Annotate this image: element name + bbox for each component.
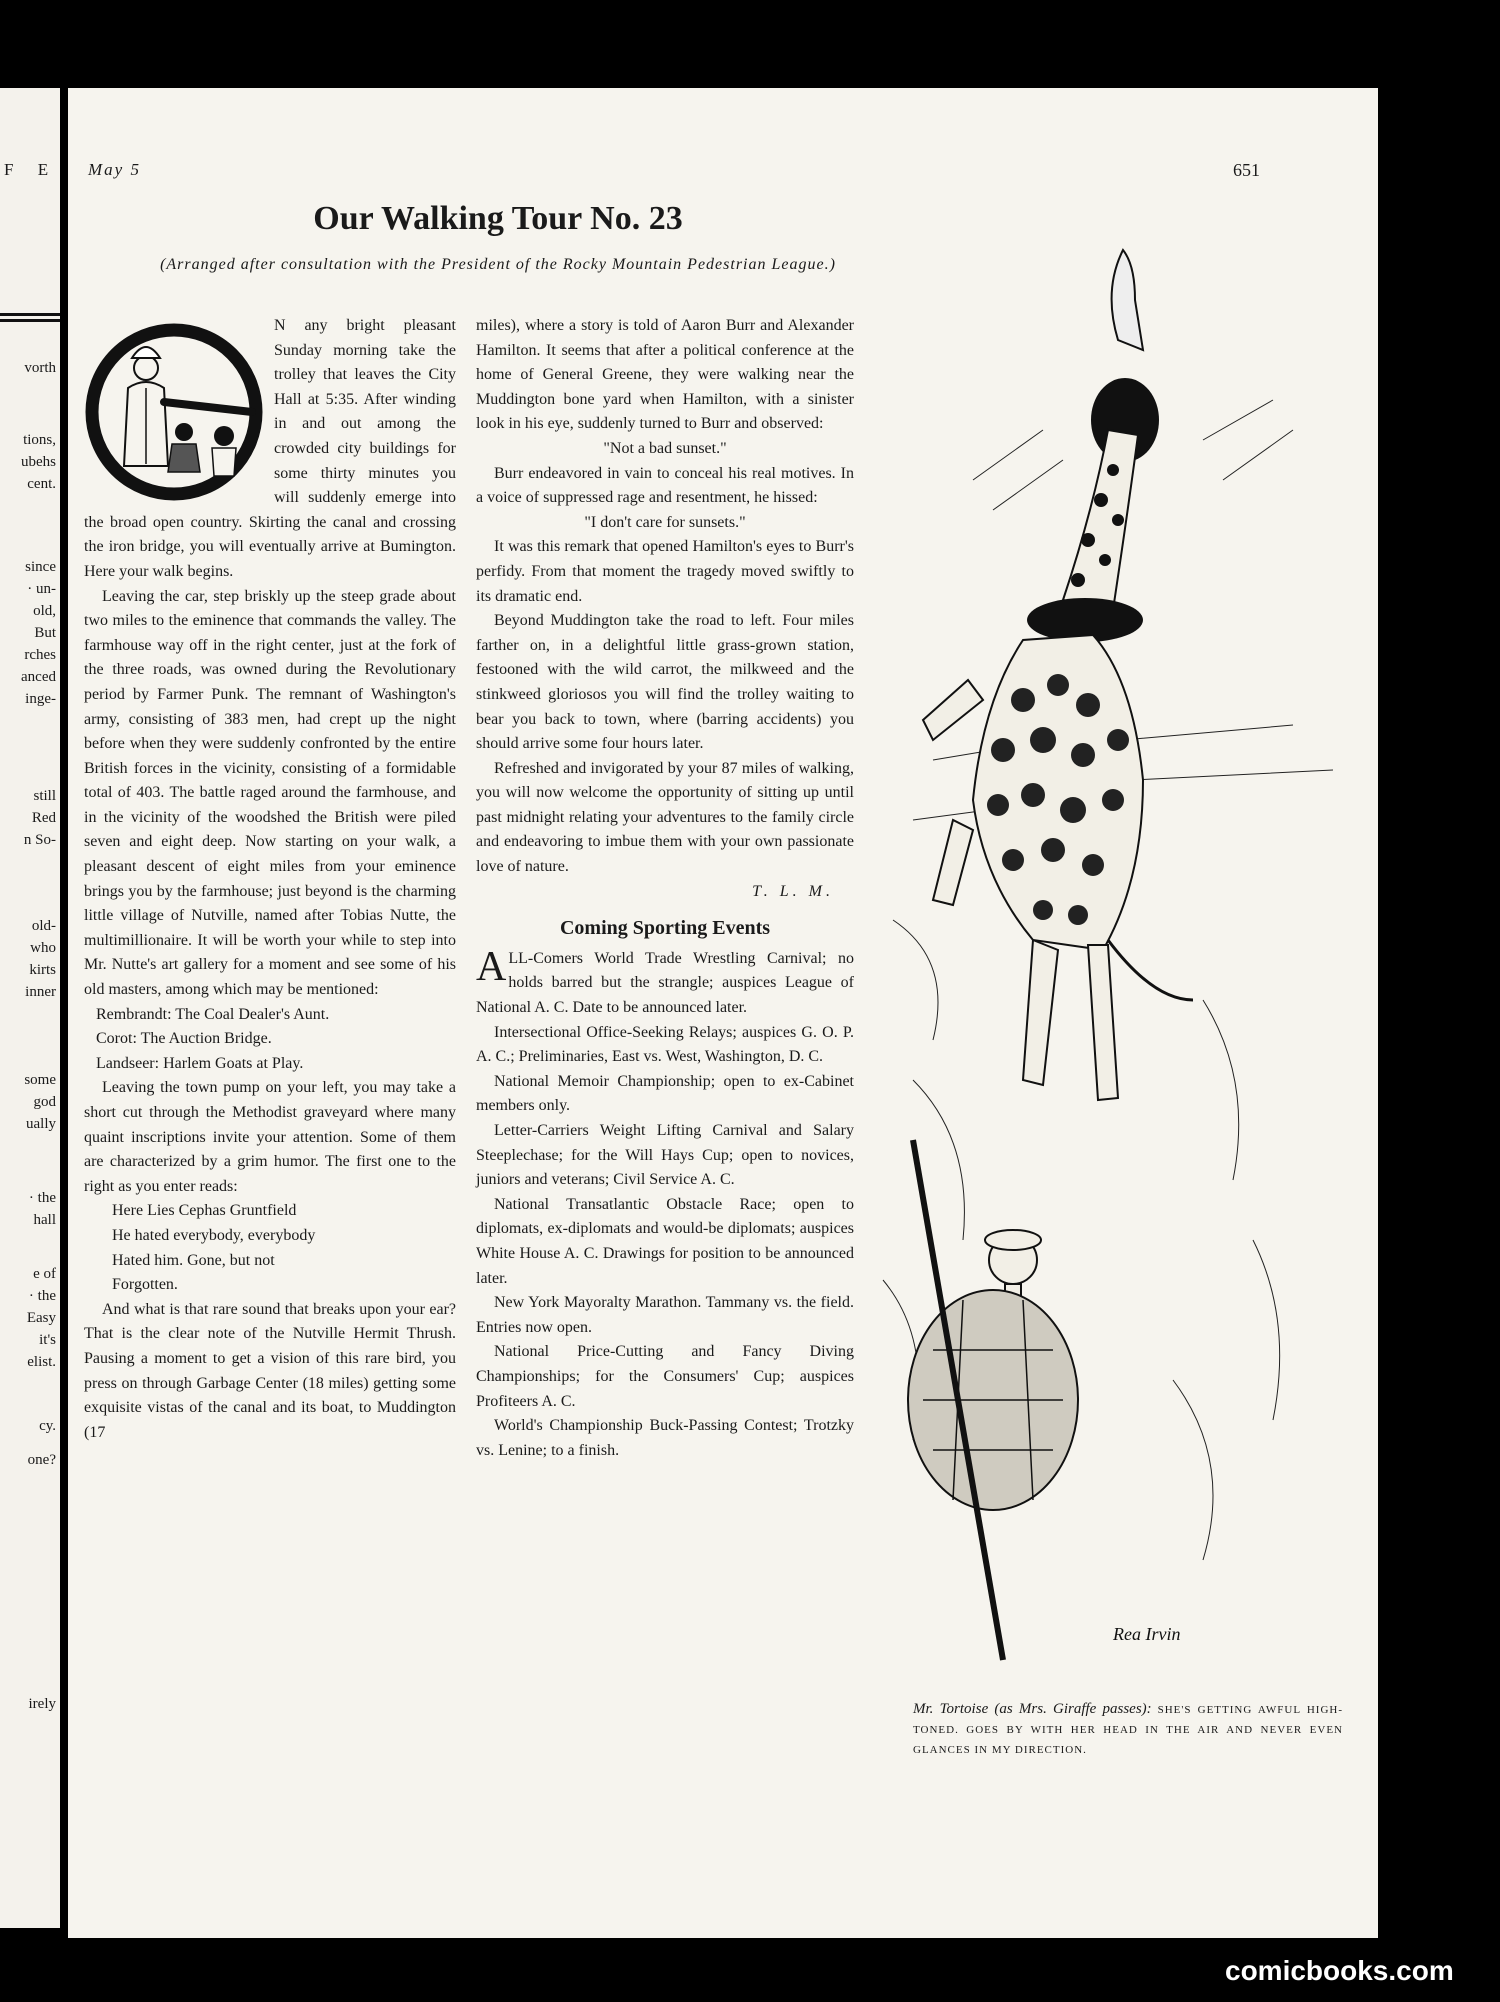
sporting-item: National Memoir Championship; open to ex-Cabinet members only. bbox=[476, 1072, 854, 1115]
page-number: 651 bbox=[1233, 160, 1260, 180]
intro-paragraph: N any bright pleasant Sunday morning take the trolley that leaves the City Hall at 5:35. After winding in and out among the crowded city buildings for some thirty minutes you will suddenly emerge into the broad open country. Skirting the canal and crossing the iron bridge, you will eventually arrive at Bumington. Here your walk begins. bbox=[84, 317, 456, 580]
sporting-item: National Price-Cutting and Fancy Diving Championships; for the Consumers' Cup; auspices Profiteers A. C. bbox=[476, 1343, 854, 1410]
magazine-page bbox=[68, 88, 1378, 1938]
left-fragment: still bbox=[33, 788, 56, 804]
left-page-rule bbox=[0, 313, 60, 316]
left-fragment: · un- bbox=[27, 581, 56, 597]
article-column-2 bbox=[476, 314, 854, 1463]
left-fragment: old- bbox=[31, 918, 56, 934]
left-fragment: · the bbox=[28, 1288, 56, 1304]
watermark: comicbooks.com bbox=[1225, 1955, 1454, 1986]
epitaph-line: Hated him. Gone, but not bbox=[112, 1251, 275, 1269]
illustration-caption bbox=[913, 1700, 1343, 1760]
quote: "Not a bad sunset." bbox=[603, 439, 727, 457]
body-paragraph: miles), where a story is told of Aaron Burr and Alexander Hamilton. It seems that after a political conference at the home of General Greene, they were walking near the Muddington bone yard when Hamilton, with a sinister look in his eye, suddenly turned to Burr and observed: bbox=[476, 317, 854, 433]
left-fragment: it's bbox=[39, 1332, 56, 1348]
left-fragment: rches bbox=[24, 647, 56, 663]
sporting-item: Letter-Carriers Weight Lifting Carnival and Salary Steeplechase; for the Will Hays Cup; open to novices, juniors and veterans; Civil Service A. C. bbox=[476, 1122, 854, 1189]
page-date: May 5 bbox=[88, 160, 141, 179]
list-item: Corot: The Auction Bridge. bbox=[96, 1030, 272, 1048]
left-fragment: e of bbox=[33, 1266, 56, 1282]
left-fragment: god bbox=[33, 1094, 56, 1110]
quote: "I don't care for sunsets." bbox=[584, 513, 746, 531]
body-paragraph: It was this remark that opened Hamilton's eyes to Burr's perfidy. From that moment the tragedy moved swiftly to its dramatic end. bbox=[476, 538, 854, 605]
left-fragment: kirts bbox=[29, 962, 56, 978]
body-paragraph: Burr endeavored in vain to conceal his real motives. In a voice of suppressed rage and resentment, he hissed: bbox=[476, 464, 854, 507]
left-fragment: ually bbox=[26, 1116, 56, 1132]
caption-lead: Mr. Tortoise (as Mrs. Giraffe passes): bbox=[913, 1701, 1152, 1717]
left-fragment: hall bbox=[33, 1212, 56, 1228]
left-fragment: But bbox=[34, 625, 56, 641]
left-fragment: who bbox=[30, 940, 56, 956]
drop-cap-o-illustration bbox=[84, 316, 266, 508]
left-fragment: vorth bbox=[24, 360, 56, 376]
left-fragment: tions, bbox=[23, 432, 56, 448]
section-title: Coming Sporting Events bbox=[559, 917, 771, 940]
sporting-item: Intersectional Office-Seeking Relays; auspices G. O. P. A. C.; Preliminaries, East vs. West, Washington, D. C. bbox=[476, 1023, 854, 1066]
left-page-sliver bbox=[0, 88, 60, 1928]
sporting-item: National Transatlantic Obstacle Race; open to diplomats, ex-diplomats and would-be diplomats; auspices White House A. C. Drawings for position to be announced later. bbox=[476, 1195, 854, 1287]
drop-cap-letter: A bbox=[476, 943, 507, 990]
article-title: Our Walking Tour No. 23 bbox=[313, 200, 683, 237]
left-fragment: irely bbox=[28, 1696, 56, 1712]
left-fragment: n So- bbox=[23, 832, 56, 848]
left-fragment: elist. bbox=[27, 1354, 56, 1370]
epitaph-line: Here Lies Cephas Gruntfield bbox=[112, 1202, 297, 1220]
left-fragment: one? bbox=[27, 1452, 56, 1468]
left-fragment: cent. bbox=[27, 476, 56, 492]
left-fragment: inner bbox=[25, 984, 56, 1000]
left-fragment: since bbox=[25, 559, 56, 575]
sporting-item: New York Mayoralty Marathon. Tammany vs. the field. Entries now open. bbox=[476, 1294, 854, 1336]
body-paragraph: Leaving the town pump on your left, you may take a short cut through the Methodist graveyard where many quaint inscriptions invite your attention. Some of them are characterized by a grim humor. The first one to the right as you enter reads: bbox=[84, 1079, 456, 1195]
sporting-item: World's Championship Buck-Passing Contest; Trotzky vs. Lenine; to a finish. bbox=[476, 1417, 854, 1459]
left-fragment: anced bbox=[21, 669, 56, 685]
epitaph-line: Forgotten. bbox=[112, 1276, 178, 1294]
epitaph-line: He hated everybody, everybody bbox=[112, 1226, 316, 1244]
sporting-item bbox=[476, 943, 854, 1021]
left-page-header: F E bbox=[4, 160, 59, 179]
body-paragraph: Refreshed and invigorated by your 87 miles of walking, you will now welcome the opportunity of sitting up until past midnight relating your adventures to the family circle and endeavoring to imbue them with your own passionate love of nature. bbox=[476, 759, 854, 876]
body-paragraph: Beyond Muddington take the road to left. Four miles farther on, in a delightful little grass-grown station, festooned with the wild carrot, the milkweed and the stinkweed gloriosos you will find the trolley waiting to bear you back to town, where (barring accidents) you should arrive some four hours later. bbox=[476, 612, 854, 753]
left-fragment: inge- bbox=[25, 691, 56, 707]
left-page-rule bbox=[0, 319, 60, 322]
article-subtitle: (Arranged after consultation with the President of the Rocky Mountain Pedestrian League.) bbox=[160, 256, 836, 273]
left-fragment: cy. bbox=[39, 1418, 56, 1434]
sporting-item-text: LL-Comers World Trade Wrestling Carnival; no holds barred but the strangle; auspices League of National A. C. Date to be announced later. bbox=[476, 949, 854, 1017]
body-paragraph: Leaving the car, step briskly up the steep grade about two miles to the eminence that commands the valley. The farmhouse way off in the right center, just at the fork of the three roads, was owned during the Revolutionary period by Farmer Punk. The remnant of Washington's army, consisting of 383 men, had crept up the night before when they were suddenly confronted by the entire British forces in the vicinity, consisting of a formidable total of 403. The battle raged around the farmhouse, and in the vicinity of the woodshed the British were piled seven and eight deep. Now starting on your walk, a pleasant descent of eight miles from your eminence brings you by the farmhouse; just beyond is the charming little village of Nutville, named after Tobias Nutte, the multimillionaire. It will be worth your while to step into Mr. Nutte's art gallery for a moment and see some of his old masters, among which may be mentioned: bbox=[84, 587, 456, 999]
artist-signature: Rea Irvin bbox=[1113, 1624, 1181, 1644]
left-fragment: Easy bbox=[26, 1310, 56, 1326]
body-paragraph: And what is that rare sound that breaks upon your ear? That is the clear note of the Nutville Hermit Thrush. Pausing a moment to get a vision of this rare bird, you press on through Garbage Center (18 miles) getting some exquisite vistas of the canal and its boat, to Muddington (17 bbox=[84, 1300, 456, 1441]
caption-text: SHE'S GETTING AWFUL HIGH-TONED. GOES BY WITH HER HEAD IN THE AIR AND NEVER EVEN GLANCES IN MY DIRECTION. bbox=[913, 1704, 1343, 1756]
list-item: Landseer: Harlem Goats at Play. bbox=[96, 1054, 304, 1072]
left-fragment: some bbox=[24, 1072, 56, 1088]
left-fragment: · the bbox=[28, 1190, 56, 1206]
left-fragment: old, bbox=[33, 603, 56, 619]
left-fragment: ubehs bbox=[21, 454, 56, 470]
author-signature: T. L. M. bbox=[752, 882, 834, 900]
giraffe-tortoise-illustration bbox=[873, 180, 1343, 1770]
list-item: Rembrandt: The Coal Dealer's Aunt. bbox=[96, 1005, 330, 1023]
article-column-1 bbox=[84, 314, 456, 1445]
left-fragment: Red bbox=[31, 810, 56, 826]
